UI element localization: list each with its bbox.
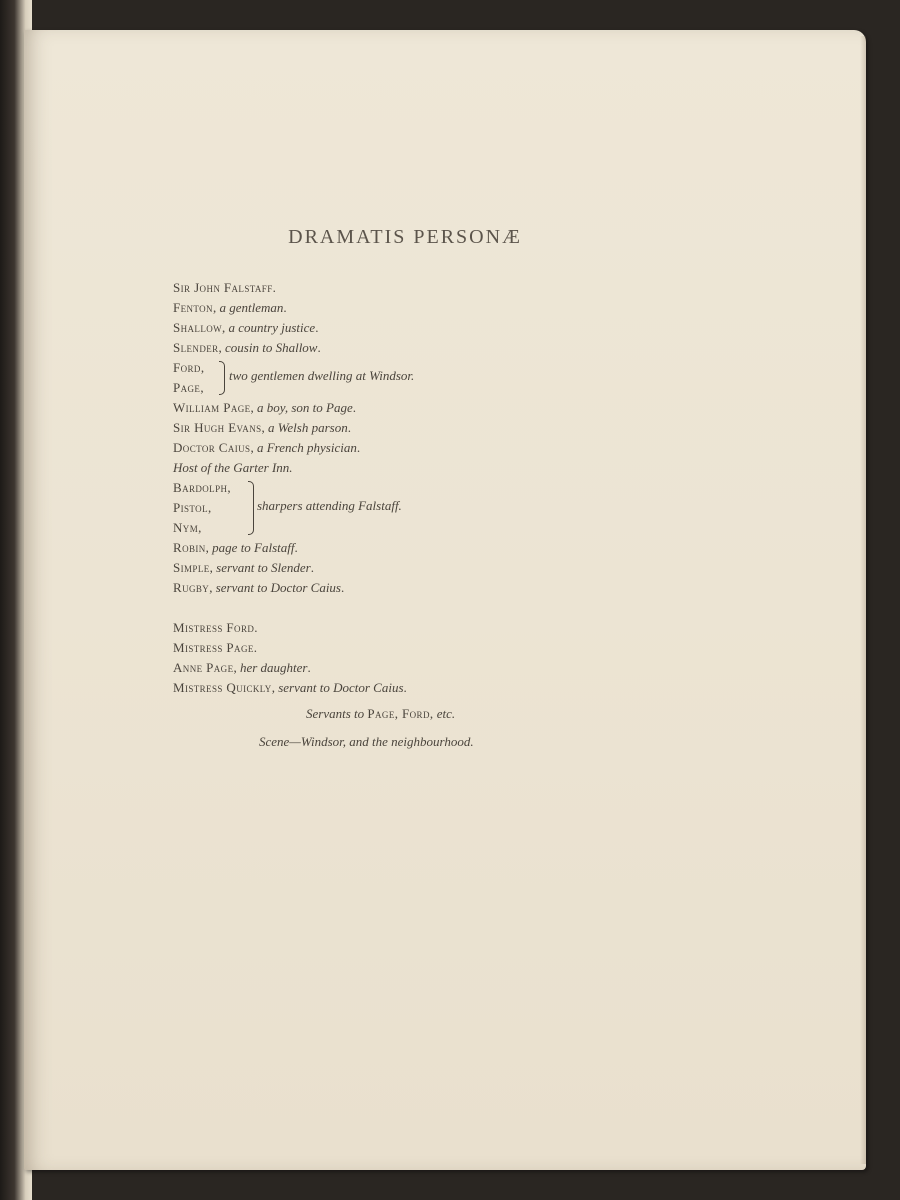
character-name: Simple [173, 560, 210, 575]
character-entry: Ford, [173, 360, 205, 375]
character-entry: Simple, servant to Slender. [173, 560, 314, 575]
character-name: Sir John Falstaff [173, 280, 273, 295]
servants-names: Page, Ford, [367, 706, 434, 721]
character-entry: William Page, a boy, son to Page. [173, 400, 356, 415]
group-description: sharpers attending Falstaff. [257, 498, 402, 513]
character-entry: Mistress Quickly, servant to Doctor Caius. [173, 680, 407, 695]
character-name: Slender [173, 340, 219, 355]
character-description: a boy, son to Page [257, 400, 353, 415]
character-entry: Sir Hugh Evans, a Welsh parson. [173, 420, 351, 435]
section-gap [173, 598, 407, 618]
character-entry: Shallow, a country justice. [173, 320, 319, 335]
character-entry: Nym, [173, 520, 202, 535]
character-description: a French physician [256, 440, 357, 455]
character-entry: Fenton, a gentleman. [173, 300, 287, 315]
character-group-sharpers [173, 478, 407, 538]
character-description: page to Falstaff [212, 540, 295, 555]
character-name: Robin [173, 540, 206, 555]
character-name: Mistress Ford [173, 620, 255, 635]
character-name: Bardolph [173, 480, 228, 495]
group-description: two gentlemen dwelling at Windsor. [229, 368, 415, 383]
brace [219, 361, 225, 395]
character-entry: Doctor Caius, a French physician. [173, 440, 361, 455]
character-name: Nym [173, 520, 199, 535]
character-entry: Pistol, [173, 500, 212, 515]
character-name: Mistress Page [173, 640, 254, 655]
scene-line: Scene—Windsor, and the neighbourhood. [259, 734, 474, 749]
character-name: Page [173, 380, 201, 395]
character-group-ford-page [173, 358, 415, 398]
character-name: Sir Hugh Evans [173, 420, 262, 435]
character-name: Mistress Quickly [173, 680, 272, 695]
character-description: a gentleman [219, 300, 284, 315]
character-entry: Mistress Ford. [173, 620, 258, 635]
character-description: servant to Doctor Caius [215, 580, 341, 595]
character-name: Pistol [173, 500, 208, 515]
character-entry: Robin, page to Falstaff. [173, 540, 298, 555]
character-name: Fenton [173, 300, 213, 315]
character-entry: Sir John Falstaff. [173, 280, 276, 295]
character-list [173, 278, 415, 698]
character-description: servant to Doctor Caius [278, 680, 404, 695]
character-entry: Anne Page, her daughter. [173, 660, 311, 675]
book-page [24, 30, 866, 1170]
character-entry: Slender, cousin to Shallow. [173, 340, 321, 355]
character-name: Shallow [173, 320, 223, 335]
character-name: William Page [173, 400, 251, 415]
character-entry: Page, [173, 380, 204, 395]
page-edge-shadow [860, 36, 866, 1164]
character-description: a Welsh parson [268, 420, 348, 435]
servants-prefix: Servants to [306, 706, 365, 721]
character-name: Doctor Caius [173, 440, 251, 455]
character-entry: Mistress Page. [173, 640, 257, 655]
character-entry: Rugby, servant to Doctor Caius. [173, 580, 345, 595]
character-name: Ford [173, 360, 201, 375]
servants-suffix: etc. [436, 706, 456, 721]
character-description: her daughter [239, 660, 308, 675]
character-description: cousin to Shallow [225, 340, 318, 355]
brace [248, 481, 254, 535]
character-description: a country justice [228, 320, 316, 335]
servants-line [306, 706, 455, 722]
character-name: Rugby [173, 580, 210, 595]
page-title: DRAMATIS PERSONÆ [288, 226, 522, 248]
character-entry: Bardolph, [173, 480, 231, 495]
host-entry: Host of the Garter Inn. [173, 460, 293, 475]
character-description: servant to Slender [216, 560, 311, 575]
character-name: Anne Page [173, 660, 234, 675]
